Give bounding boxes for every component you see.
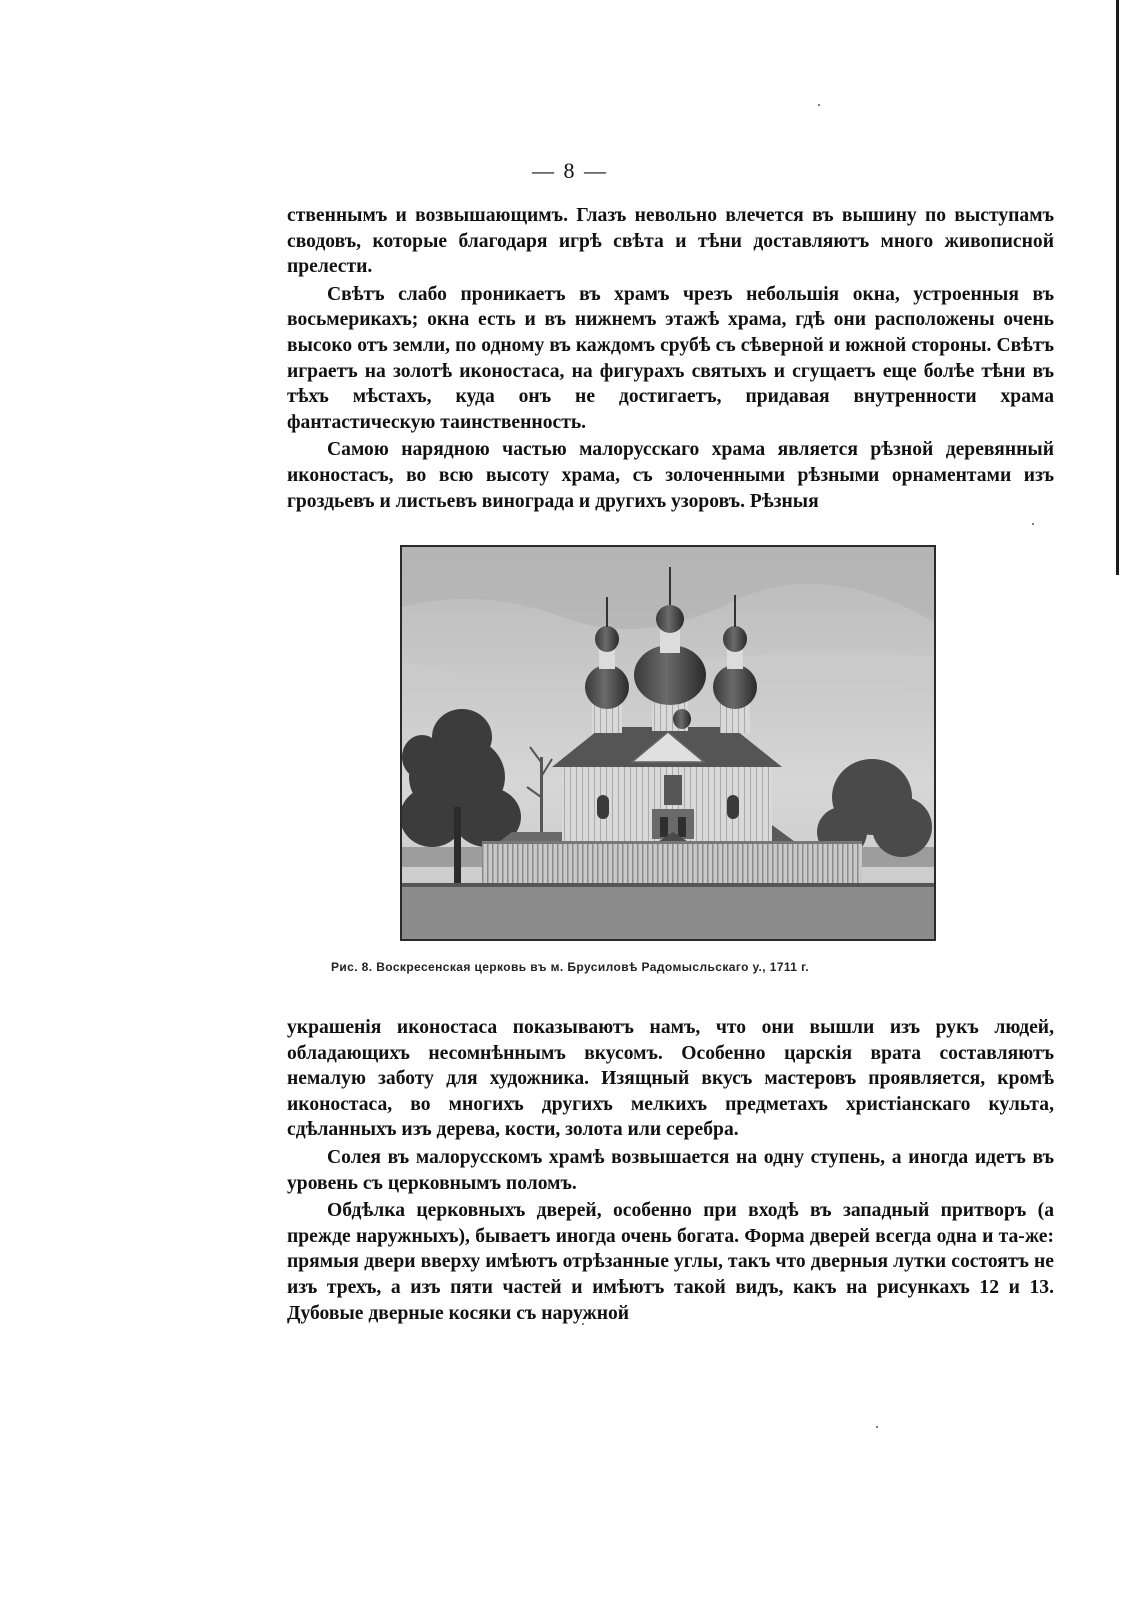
scan-speck <box>818 104 820 106</box>
church-photograph <box>400 545 936 941</box>
scan-edge-line <box>1116 0 1119 575</box>
scan-speck <box>1032 523 1034 525</box>
body-text-bottom <box>287 1015 1054 1328</box>
paragraph: Самою нарядною частью малорусскаго храма является рѣзной деревянный иконостасъ, во всю высоту храма, съ золоченными рѣзными орнаментами изъ гроздьевъ и листьевъ винограда и другихъ узоровъ. Рѣзныя <box>287 439 1054 512</box>
scan-speck <box>876 1426 878 1428</box>
paragraph: ственнымъ и возвышающимъ. Глазъ невольно влечется въ вышину по выступамъ сводовъ, которые благодаря игрѣ свѣта и тѣни доставляютъ много живописной прелести. <box>287 205 1054 278</box>
page-number: — 8 — <box>532 158 608 183</box>
paragraph: Свѣтъ слабо проникаетъ въ храмъ чрезъ небольшія окна, устроенныя въ восьмерикахъ; окна есть и въ нижнемъ этажѣ храма, гдѣ они расположены очень высоко отъ земли, по одному въ каждомъ срубѣ съ сѣверной и южной стороны. Свѣтъ играетъ на золотѣ иконостаса, на фигурахъ святыхъ и сгущаетъ еще болѣе тѣни въ тѣхъ мѣстахъ, куда онъ не достигаетъ, придавая внутренности храма фантастическую таинственность. <box>287 283 1054 433</box>
figure-caption: Рис. 8. Воскресенская церковь въ м. Брусиловѣ Радомысльскаго у., 1711 г. <box>330 960 810 974</box>
body-text-top <box>287 203 1054 516</box>
paragraph: украшенія иконостаса показываютъ намъ, что они вышли изъ рукъ людей, обладающихъ несомнѣннымъ вкусомъ. Особенно царскія врата составляютъ немалую заботу для художника. Изящный вкусъ мастеровъ проявляется, кромѣ иконостаса, во многихъ другихъ мелкихъ предметахъ христіанскаго культа, сдѣланныхъ изъ дерева, кости, золота или серебра. <box>287 1017 1054 1141</box>
paragraph: Обдѣлка церковныхъ дверей, особенно при входѣ въ западный притворъ (а прежде наружныхъ), бываетъ иногда очень богата. Форма дверей всегда одна и та-же: прямыя двери вверху имѣютъ отрѣзанные углы, такъ что дверныя лутки состоятъ не изъ трехъ, а изъ пяти частей и имѣютъ такой видъ, какъ на рисункахъ 12 и 13. Дубовые дверные косяки съ наружной <box>287 1200 1054 1324</box>
paragraph: Солея въ малорусскомъ храмѣ возвышается на одну ступень, а иногда идетъ въ уровень съ церковнымъ поломъ. <box>287 1146 1054 1194</box>
